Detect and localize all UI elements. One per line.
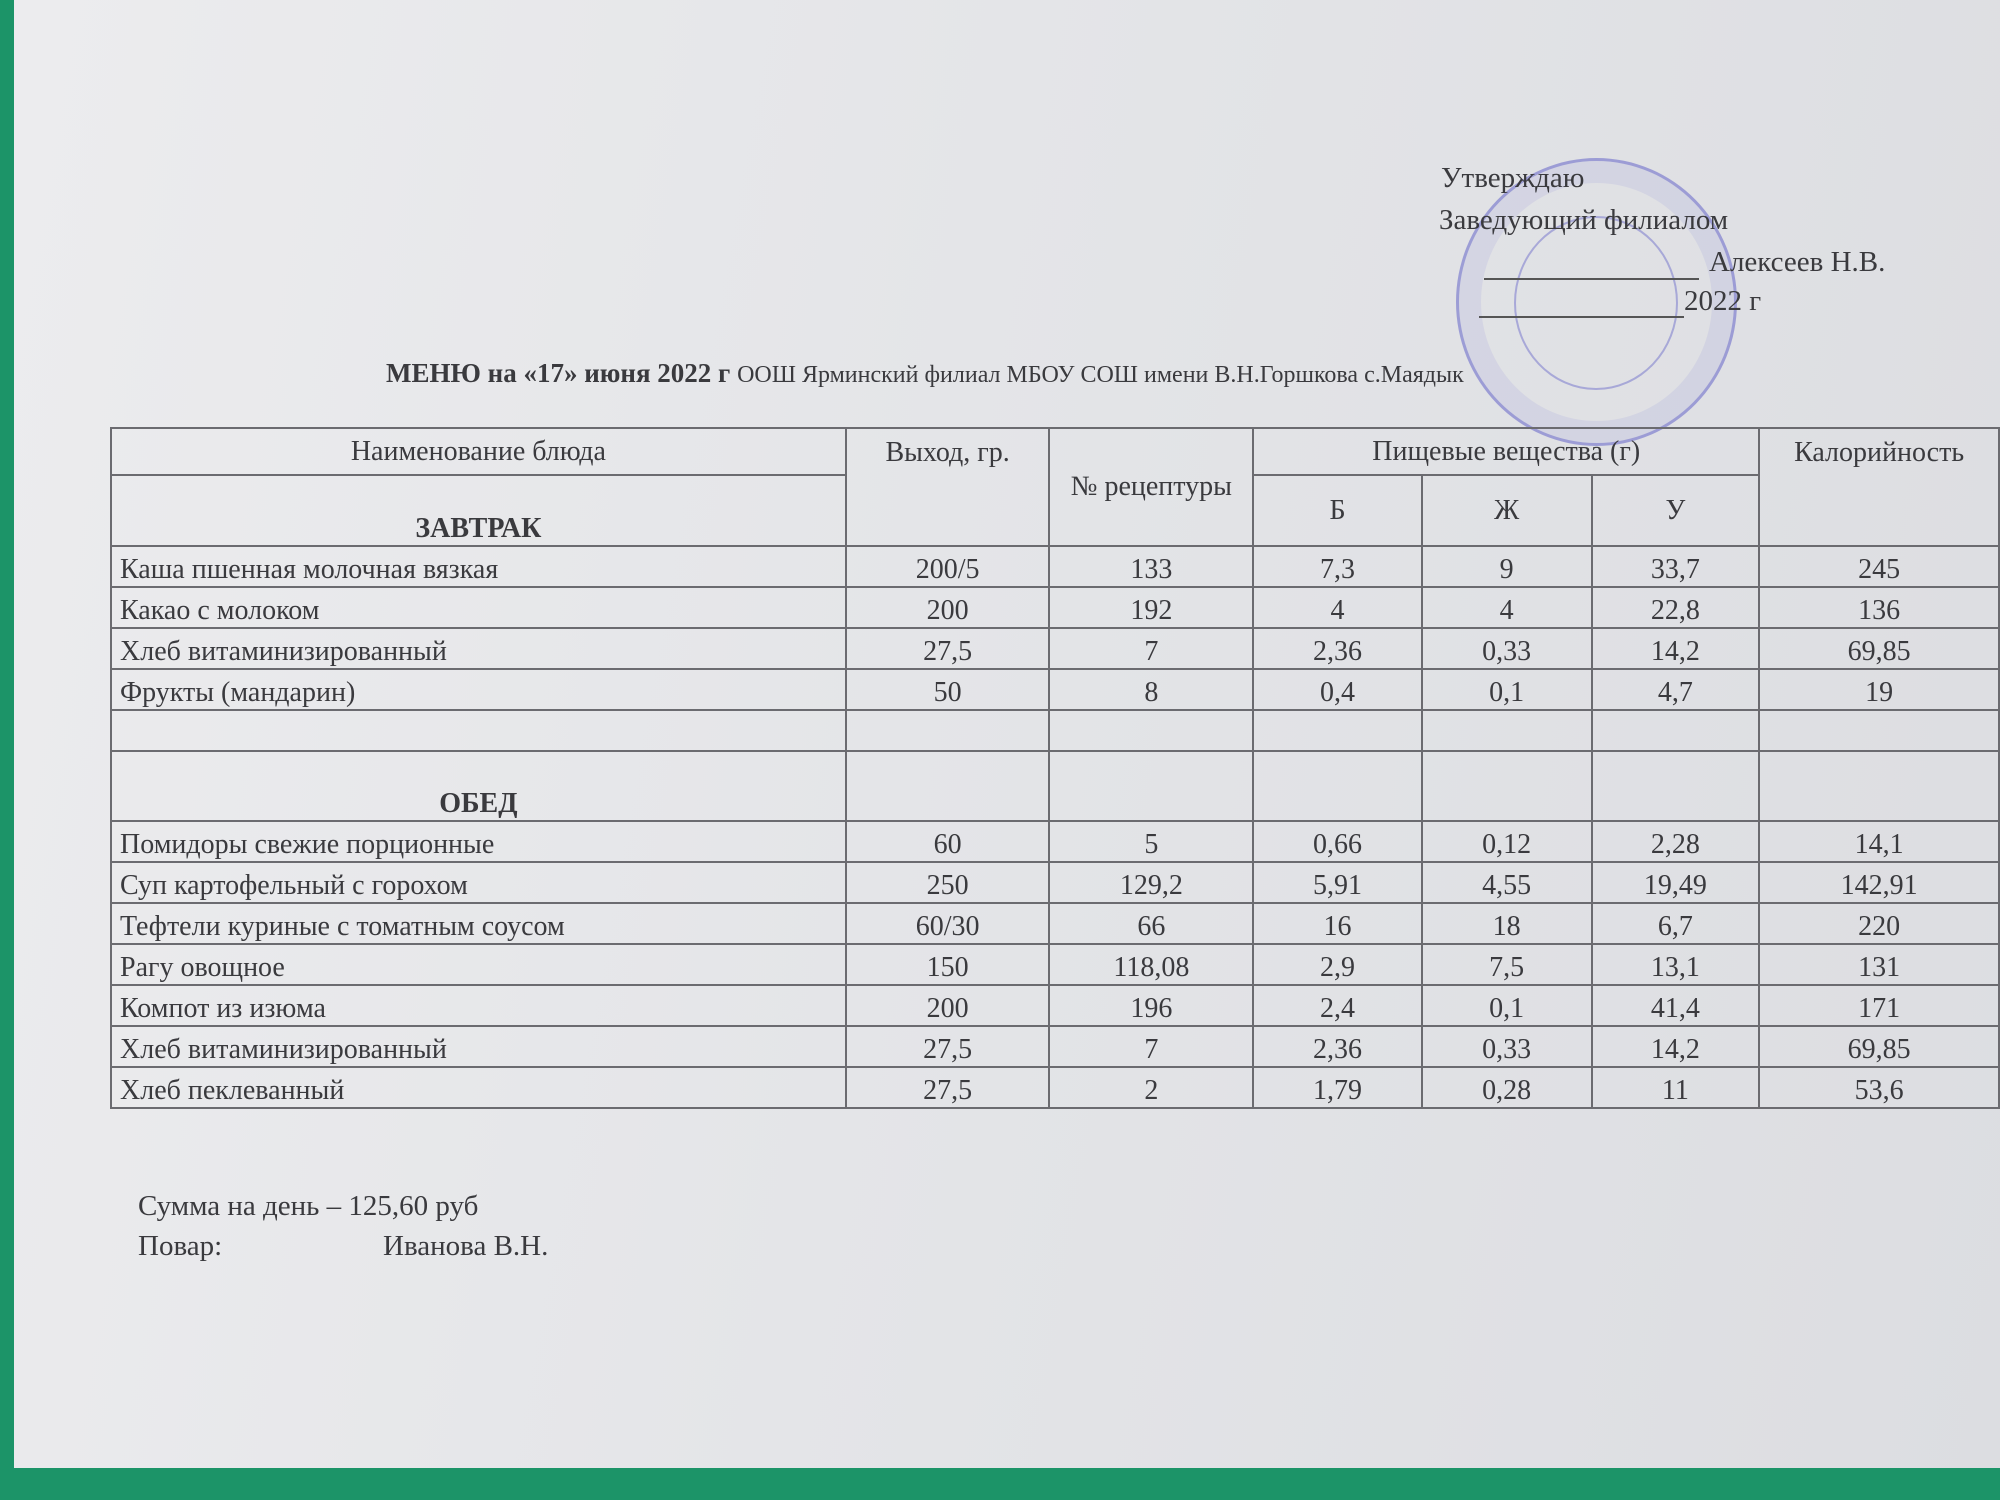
carbs: 6,7 [1592,903,1760,944]
table-row [111,862,1999,903]
empty-row [111,710,1999,751]
dish-name: Помидоры свежие порционные [111,821,846,862]
recipe-number: 133 [1049,546,1253,587]
calories: 69,85 [1759,628,1999,669]
recipe-number: 192 [1049,587,1253,628]
protein: 2,9 [1253,944,1422,985]
page-title [386,358,1464,389]
carbs: 14,2 [1592,1026,1760,1067]
table-row [111,903,1999,944]
approver-position: Заведующий филиалом [1439,204,1729,236]
yield: 200 [846,985,1050,1026]
fat: 0,33 [1422,1026,1592,1067]
table-row [111,669,1999,710]
title-school: ООШ Ярминский филиал МБОУ СОШ имени В.Н.Горшкова с.Маядык [737,362,1464,388]
protein: 2,36 [1253,628,1422,669]
fat: 18 [1422,903,1592,944]
section-lunch: ОБЕД [111,751,846,821]
calories: 142,91 [1759,862,1999,903]
date-line [1479,316,1684,318]
protein: 0,4 [1253,669,1422,710]
recipe-number: 196 [1049,985,1253,1026]
yield: 27,5 [846,1067,1050,1108]
calories: 171 [1759,985,1999,1026]
protein: 2,4 [1253,985,1422,1026]
cook-name: Иванова В.Н. [383,1230,549,1262]
protein: 1,79 [1253,1067,1422,1108]
calories: 136 [1759,587,1999,628]
stamp-inner-ring [1514,216,1678,390]
cook-label: Повар: [138,1230,223,1262]
recipe-number: 8 [1049,669,1253,710]
calories: 245 [1759,546,1999,587]
menu-table [110,427,2000,1109]
header-u: У [1592,475,1760,546]
yield: 150 [846,944,1050,985]
fat: 0,1 [1422,985,1592,1026]
fat: 9 [1422,546,1592,587]
table-row [111,985,1999,1026]
protein: 4 [1253,587,1422,628]
yield: 200/5 [846,546,1050,587]
recipe-number: 7 [1049,1026,1253,1067]
carbs: 19,49 [1592,862,1760,903]
calories: 131 [1759,944,1999,985]
fat: 7,5 [1422,944,1592,985]
table-row [111,587,1999,628]
recipe-number: 2 [1049,1067,1253,1108]
dish-name: Хлеб пеклеванный [111,1067,846,1108]
recipe-number: 66 [1049,903,1253,944]
dish-name: Какао с молоком [111,587,846,628]
header-nutrients: Пищевые вещества (г) [1253,428,1759,475]
calories: 69,85 [1759,1026,1999,1067]
header-b: Б [1253,475,1422,546]
signature-line [1484,278,1699,280]
carbs: 11 [1592,1067,1760,1108]
dish-name: Рагу овощное [111,944,846,985]
dish-name: Хлеб витаминизированный [111,1026,846,1067]
protein: 16 [1253,903,1422,944]
dish-name: Каша пшенная молочная вязкая [111,546,846,587]
dish-name: Фрукты (мандарин) [111,669,846,710]
yield: 200 [846,587,1050,628]
table-row [111,1067,1999,1108]
table-row [111,1026,1999,1067]
calories: 53,6 [1759,1067,1999,1108]
table-row [111,546,1999,587]
fat: 0,33 [1422,628,1592,669]
dish-name: Хлеб витаминизированный [111,628,846,669]
protein: 2,36 [1253,1026,1422,1067]
protein: 0,66 [1253,821,1422,862]
table-row [111,821,1999,862]
fat: 4,55 [1422,862,1592,903]
fat: 0,28 [1422,1067,1592,1108]
header-name: Наименование блюда [111,428,846,475]
calories: 14,1 [1759,821,1999,862]
calories: 220 [1759,903,1999,944]
header-recipe: № рецептуры [1049,428,1253,546]
carbs: 14,2 [1592,628,1760,669]
protein: 7,3 [1253,546,1422,587]
carbs: 13,1 [1592,944,1760,985]
recipe-number: 118,08 [1049,944,1253,985]
header-calories: Калорийность [1759,428,1999,546]
document-page [14,0,2000,1468]
dish-name: Тефтели куриные с томатным соусом [111,903,846,944]
title-date: МЕНЮ на «17» июня 2022 г [386,358,731,388]
approve-label: Утверждаю [1441,162,1585,194]
calories: 19 [1759,669,1999,710]
table-row [111,944,1999,985]
approval-year: 2022 г [1684,285,1762,317]
yield: 60/30 [846,903,1050,944]
dish-name: Суп картофельный с горохом [111,862,846,903]
yield: 250 [846,862,1050,903]
section-breakfast: ЗАВТРАК [111,475,846,546]
table-row [111,628,1999,669]
carbs: 33,7 [1592,546,1760,587]
carbs: 4,7 [1592,669,1760,710]
carbs: 2,28 [1592,821,1760,862]
recipe-number: 7 [1049,628,1253,669]
approver-name: Алексеев Н.В. [1709,246,1886,278]
carbs: 41,4 [1592,985,1760,1026]
yield: 27,5 [846,1026,1050,1067]
header-zh: Ж [1422,475,1592,546]
yield: 27,5 [846,628,1050,669]
recipe-number: 5 [1049,821,1253,862]
recipe-number: 129,2 [1049,862,1253,903]
fat: 0,1 [1422,669,1592,710]
dish-name: Компот из изюма [111,985,846,1026]
daily-sum: Сумма на день – 125,60 руб [138,1190,479,1222]
yield: 60 [846,821,1050,862]
protein: 5,91 [1253,862,1422,903]
yield: 50 [846,669,1050,710]
carbs: 22,8 [1592,587,1760,628]
fat: 0,12 [1422,821,1592,862]
fat: 4 [1422,587,1592,628]
header-yield: Выход, гр. [846,428,1050,546]
